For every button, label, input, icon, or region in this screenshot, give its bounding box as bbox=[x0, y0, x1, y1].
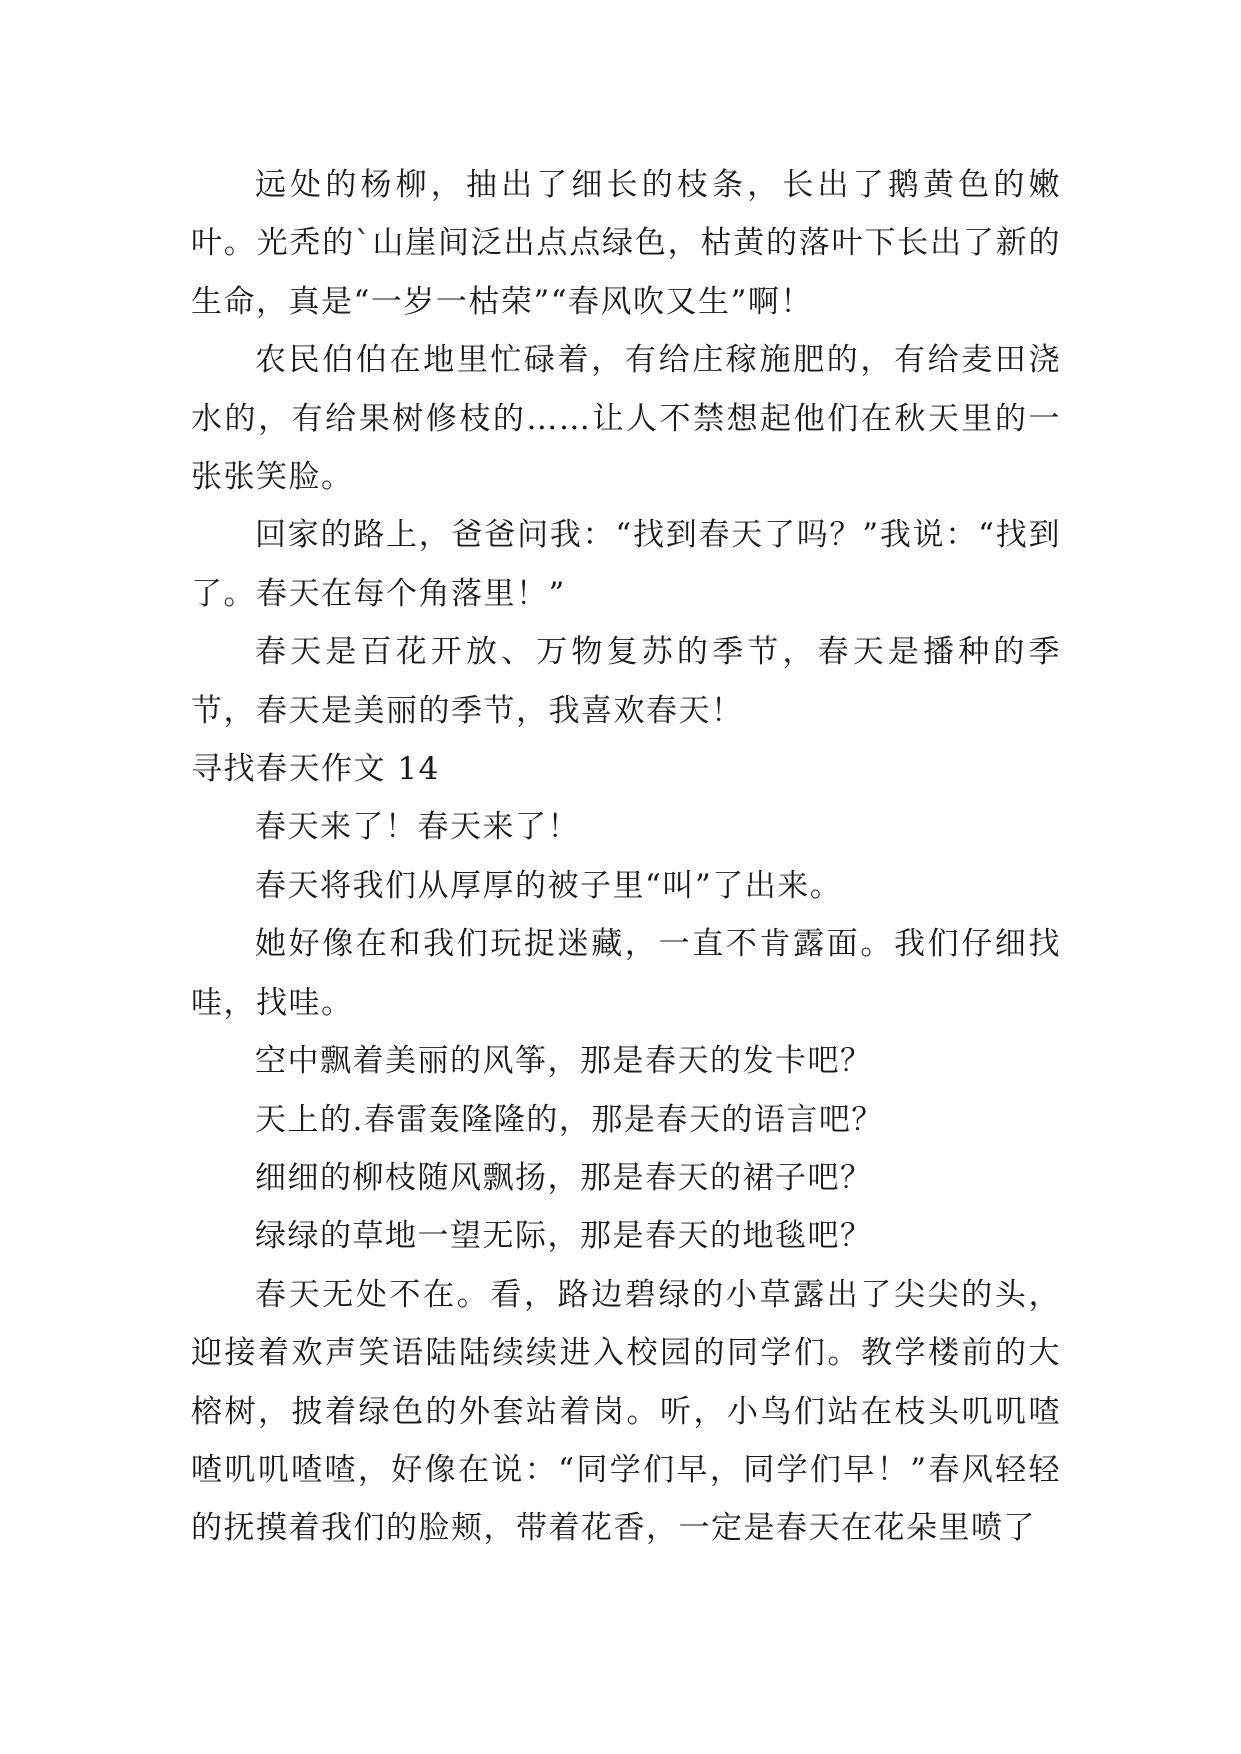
paragraph-farmers: 农民伯伯在地里忙碌着，有给庄稼施肥的，有给麦田浇水的，有给果树修枝的……让人不禁想起他们在秋天里的一张张笑脸。 bbox=[191, 342, 1061, 496]
paragraph-willows: 远处的杨柳，抽出了细长的枝条，长出了鹅黄色的嫩叶。光秃的`山崖间泛出点点绿色，枯黄的落叶下长出了新的生命，真是“一岁一枯荣”“春风吹又生”啊！ bbox=[191, 167, 1061, 320]
paragraph-hide-and-seek: 她好像在和我们玩捉迷藏，一直不肯露面。我们仔细找哇，找哇。 bbox=[191, 926, 1061, 1021]
paragraph-spring-season: 春天是百花开放、万物复苏的季节，春天是播种的季节，春天是美丽的季节，我喜欢春天！ bbox=[191, 634, 1061, 729]
paragraph-kite: 空中飘着美丽的风筝，那是春天的发卡吧？ bbox=[255, 1043, 873, 1080]
paragraph-spring-coming: 春天来了！春天来了！ bbox=[255, 809, 580, 846]
paragraph-willow-skirt: 细细的柳枝随风飘扬，那是春天的裙子吧？ bbox=[255, 1159, 873, 1196]
document-body bbox=[191, 156, 1061, 1558]
paragraph-way-home: 回家的路上，爸爸问我：“找到春天了吗？”我说：“找到了。春天在每个角落里！” bbox=[191, 517, 1061, 612]
paragraph-grass-carpet: 绿绿的草地一望无际，那是春天的地毯吧？ bbox=[255, 1218, 873, 1255]
paragraph-thunder: 天上的.春雷轰隆隆的，那是春天的语言吧？ bbox=[255, 1101, 884, 1138]
paragraph-everywhere: 春天无处不在。看，路边碧绿的小草露出了尖尖的头，迎接着欢声笑语陆陆续续进入校园的同学们。教学楼前的大榕树，披着绿色的外套站着岗。听，小鸟们站在枝头叽叽喳喳叽叽喳喳，好像在说：“同学们早，同学们早！”春风轻轻的抚摸着我们的脸颊，带着花香，一定是春天在花朵里喷了 bbox=[191, 1276, 1061, 1547]
essay-heading: 寻找春天作文 14 bbox=[191, 751, 440, 788]
paragraph-quilt: 春天将我们从厚厚的被子里“叫”了出来。 bbox=[255, 867, 843, 904]
